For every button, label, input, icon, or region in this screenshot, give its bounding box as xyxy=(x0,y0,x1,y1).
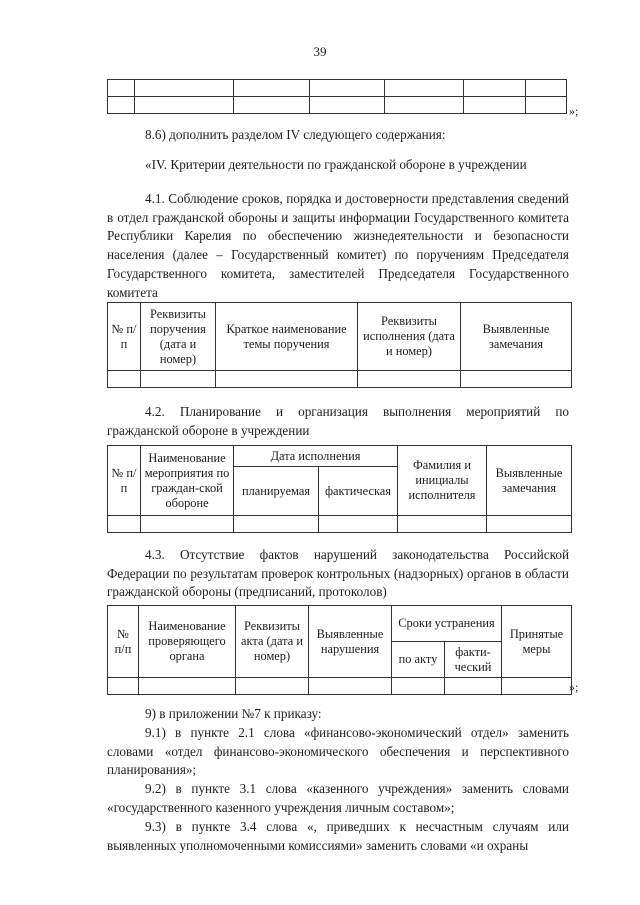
table-cell xyxy=(319,516,398,533)
table-cell xyxy=(526,97,567,114)
header-requisites: Реквизиты поручения (дата и номер) xyxy=(141,303,216,371)
header-body: Наименование проверяющего органа xyxy=(139,606,236,678)
table-cell xyxy=(236,678,309,695)
table-cell xyxy=(385,80,464,97)
header-violations: Выявленные нарушения xyxy=(309,606,392,678)
header-topic: Краткое наименование темы поручения xyxy=(216,303,358,371)
table-cell xyxy=(108,678,139,695)
header-remarks: Выявленные замечания xyxy=(461,303,572,371)
header-planned: планируемая xyxy=(234,467,319,516)
header-num: № п/п xyxy=(108,303,141,371)
table-planning xyxy=(107,445,572,533)
header-num: № п/п xyxy=(108,446,141,516)
header-date: Дата исполнения xyxy=(234,446,398,467)
table-cell xyxy=(309,678,392,695)
continuation-table xyxy=(107,79,567,114)
paragraph-9-3: 9.3) в пункте 3.4 слова «, приведших к несчастным случаям или выявленных уполномоченными комиссиями» заменить словами «и охраны xyxy=(107,819,569,853)
paragraph-9-1: 9.1) в пункте 2.1 слова «финансово-экономический отдел» заменить словами «отдел финансово-экономического обеспечения и перспективного планирования»; xyxy=(107,725,569,778)
header-remarks: Выявленные замечания xyxy=(487,446,572,516)
table-cell xyxy=(234,97,310,114)
header-event: Наименование мероприятия по граждан-ской обороне xyxy=(141,446,234,516)
paragraph-8-6: 8.6) дополнить разделом IV следующего содержания: xyxy=(145,127,446,142)
table-instructions xyxy=(107,302,572,388)
table-cell xyxy=(141,371,216,388)
table-cell xyxy=(135,97,234,114)
paragraph-4-3: 4.3. Отсутствие фактов нарушений законодательства Российской Федерации по результатам проверок контрольных (надзорных) органов в области гражданской обороны (предписаний, протоколов) xyxy=(107,547,569,600)
header-actual: факти-ческий xyxy=(445,642,502,678)
page-number: 39 xyxy=(313,44,327,59)
paragraph-9: 9) в приложении №7 к приказу: xyxy=(145,706,322,721)
table-cell xyxy=(487,516,572,533)
table-cell xyxy=(385,97,464,114)
paragraph-9-2: 9.2) в пункте 3.1 слова «казенного учреждения» заменить словами «государственного казенного учреждения личным составом»; xyxy=(107,781,569,815)
table-cell xyxy=(139,678,236,695)
closing-mark: »; xyxy=(569,680,579,694)
table-cell xyxy=(310,97,385,114)
table-cell xyxy=(502,678,572,695)
table-inspections xyxy=(107,605,572,695)
table-cell xyxy=(526,80,567,97)
header-by-act: по акту xyxy=(392,642,445,678)
table-cell xyxy=(108,80,135,97)
table-cell xyxy=(464,80,526,97)
header-num: № п/п xyxy=(108,606,139,678)
header-actual: фактическая xyxy=(319,467,398,516)
table-cell xyxy=(392,678,445,695)
table-cell xyxy=(141,516,234,533)
table-cell xyxy=(234,80,310,97)
table-cell xyxy=(234,516,319,533)
header-terms: Сроки устранения xyxy=(392,606,502,642)
table-cell xyxy=(108,371,141,388)
table-cell xyxy=(464,97,526,114)
table-cell xyxy=(358,371,461,388)
header-execution: Реквизиты исполнения (дата и номер) xyxy=(358,303,461,371)
table-cell xyxy=(135,80,234,97)
table-cell xyxy=(461,371,572,388)
paragraph-4-1: 4.1. Соблюдение сроков, порядка и достоверности представления сведений в отдел гражданской обороны и защиты информации Государственного комитета Республики Карелия по обеспечению жизнедеятельности и безопасности населения (далее – Государственный комитет) по поручениям Председателя Государственного комитета, заместителей Председателя Государственного комитета xyxy=(107,191,569,300)
header-measures: Принятые меры xyxy=(502,606,572,678)
header-executor: Фамилия и инициалы исполнителя xyxy=(398,446,487,516)
table-cell xyxy=(445,678,502,695)
header-act: Реквизиты акта (дата и номер) xyxy=(236,606,309,678)
paragraph-4-2: 4.2. Планирование и организация выполнения мероприятий по гражданской обороне в учреждении xyxy=(107,404,569,438)
table-cell xyxy=(216,371,358,388)
section-title: «IV. Критерии деятельности по гражданской обороне в учреждении xyxy=(145,157,527,172)
table-cell xyxy=(108,516,141,533)
table-cell xyxy=(108,97,135,114)
table-cell xyxy=(310,80,385,97)
table-cell xyxy=(398,516,487,533)
closing-mark: »; xyxy=(569,104,579,118)
